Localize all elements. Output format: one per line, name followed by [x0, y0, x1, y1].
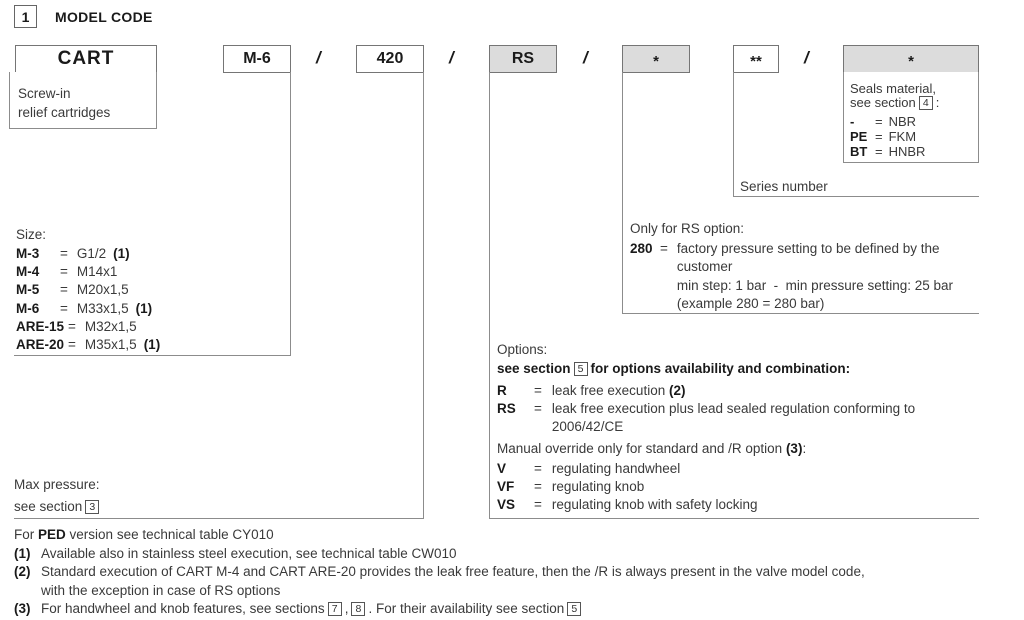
- seals-title-line1: Seals material,: [850, 81, 936, 96]
- equals-sign: =: [875, 114, 883, 129]
- option-rs-text-line2: 2006/42/CE: [551, 419, 624, 434]
- equals-sign: =: [60, 282, 68, 298]
- equals-sign: =: [68, 318, 76, 334]
- seals-row: [850, 114, 976, 129]
- size-note: (1): [143, 337, 161, 353]
- footnote-marker: (2): [14, 564, 31, 579]
- size-row: [16, 318, 160, 336]
- size-value: M32x1,5: [84, 318, 137, 334]
- seals-row: [850, 144, 976, 159]
- footnote-ped: [14, 526, 1010, 545]
- manual-override-title: [497, 439, 979, 458]
- size-code: M-6: [16, 300, 40, 316]
- size-value: G1/2: [76, 246, 107, 261]
- size-label: Size:: [16, 227, 47, 242]
- manual-code: V: [497, 461, 507, 476]
- code-setting-box: *: [622, 45, 690, 73]
- size-value: M35x1,5: [84, 337, 137, 353]
- rs-setting-desc-line1: factory pressure setting to be defined by the: [676, 240, 940, 256]
- options-see-section: see section: [497, 361, 571, 376]
- equals-sign: =: [875, 129, 883, 144]
- size-note: (1): [113, 246, 130, 261]
- manual-title-text: Manual override only for standard and /R option: [497, 441, 783, 456]
- equals-sign: =: [534, 461, 542, 476]
- equals-sign: =: [534, 383, 542, 398]
- family-description-box: [9, 72, 157, 129]
- footnote-3: [14, 600, 1010, 619]
- section-ref-5: 5: [574, 362, 588, 376]
- option-r-note: (2): [668, 383, 686, 398]
- footnote-3-mid: . For their availability see section: [368, 601, 565, 616]
- pressure-underline: [14, 518, 424, 519]
- options-rows: [497, 382, 979, 436]
- seal-value: FKM: [888, 129, 917, 144]
- section-ref-3: 3: [85, 500, 99, 514]
- option-text: [552, 382, 686, 400]
- rs-setting-desc-line3: min step: 1 bar - min pressure setting: 25 bar: [676, 277, 954, 293]
- rs-setting-desc-line4: (example 280 = 280 bar): [676, 296, 825, 311]
- option-connector-line: [489, 72, 490, 518]
- size-underline: [14, 355, 291, 356]
- section-number-box: [14, 5, 37, 28]
- footnote-ped-bold: PED: [38, 527, 66, 542]
- equals-sign: =: [534, 401, 542, 416]
- size-row: [16, 263, 160, 281]
- rs-setting-desc-line2: customer: [676, 259, 733, 274]
- manual-value: regulating knob with safety locking: [551, 497, 758, 512]
- option-r-text: leak free execution: [551, 383, 666, 398]
- manual-row: [497, 460, 979, 478]
- footnote-3-comma: ,: [344, 601, 349, 616]
- rs-setting-code: 280: [630, 240, 653, 256]
- series-underline: [733, 196, 979, 197]
- size-code: ARE-15: [16, 318, 65, 334]
- code-seals-box: *: [843, 45, 979, 73]
- slash-separator: /: [583, 48, 588, 67]
- equals-sign: =: [60, 264, 68, 280]
- rs-setting-description: [677, 240, 953, 314]
- seals-rows: [850, 114, 976, 159]
- manual-title-note: (3): [785, 441, 803, 456]
- options-subtitle-text: for options availability and combination:: [590, 361, 851, 376]
- manual-value: regulating handwheel: [551, 461, 681, 476]
- size-block: [16, 225, 160, 354]
- family-desc-line2: relief cartridges: [18, 105, 111, 120]
- series-number-label: Series number: [740, 179, 828, 194]
- seals-see-section: see section: [850, 95, 916, 110]
- max-pressure-block: [14, 474, 102, 517]
- rs-setting-title: Only for RS option:: [630, 221, 745, 236]
- max-pressure-line1: Max pressure:: [14, 477, 100, 492]
- seal-value: NBR: [888, 114, 917, 129]
- footnote-2: [14, 563, 1010, 600]
- manual-value: regulating knob: [551, 479, 645, 494]
- manual-row: [497, 496, 979, 514]
- footnote-1: [14, 545, 1010, 564]
- pressure-connector-line: [423, 72, 424, 518]
- footnote-text: [41, 563, 865, 600]
- slash-separator: /: [316, 48, 321, 67]
- footnote-3-prefix: For handwheel and knob features, see sections: [41, 601, 325, 616]
- options-title: Options:: [497, 342, 548, 357]
- size-value: M20x1,5: [76, 282, 129, 298]
- option-row-r: [497, 382, 979, 400]
- equals-sign: =: [660, 240, 668, 256]
- size-note: (1): [135, 300, 153, 316]
- footnote-2-line2: with the exception in case of RS options: [41, 582, 281, 598]
- section-ref-4: 4: [919, 96, 933, 110]
- manual-row: [497, 478, 979, 496]
- size-row: [16, 281, 160, 299]
- size-code: M-4: [16, 264, 40, 280]
- max-pressure-see-section: see section: [14, 498, 83, 514]
- footnote-marker: (3): [14, 601, 31, 616]
- code-option-box: RS: [489, 45, 557, 73]
- equals-sign: =: [534, 497, 542, 512]
- seals-title-line2: [850, 96, 976, 110]
- size-code: ARE-20: [16, 337, 65, 353]
- option-row-rs: [497, 400, 979, 436]
- section-ref-7: 7: [328, 602, 342, 616]
- manual-override-rows: [497, 460, 979, 514]
- option-code: RS: [497, 401, 516, 416]
- manual-title-colon: :: [802, 441, 807, 456]
- seals-title-colon: :: [935, 95, 940, 110]
- footnote-marker: (1): [14, 545, 31, 561]
- footnote-ped-suffix: version see technical table CY010: [69, 527, 274, 542]
- options-subtitle: [497, 359, 979, 378]
- equals-sign: =: [60, 246, 68, 261]
- manual-code: VS: [497, 497, 516, 512]
- code-series-box: **: [733, 45, 779, 73]
- section-number: 1: [21, 8, 30, 25]
- equals-sign: =: [60, 300, 68, 316]
- size-code: M-5: [16, 282, 40, 298]
- equals-sign: =: [875, 144, 883, 159]
- footnote-2-line1: Standard execution of CART M-4 and CART ARE-20 provides the leak free feature, then the /R is always present in the valve model code,: [41, 564, 865, 579]
- page-title: MODEL CODE: [55, 9, 153, 25]
- option-rs-text-line1: leak free execution plus lead sealed regulation conforming to: [551, 401, 916, 416]
- code-pressure-box: 420: [356, 45, 424, 73]
- slash-separator: /: [804, 48, 809, 67]
- option-rs-text: [552, 400, 915, 436]
- size-code: M-3: [16, 246, 40, 261]
- footnote-text: [41, 600, 584, 619]
- size-row: [16, 300, 160, 318]
- size-row: [16, 336, 160, 354]
- option-underline: [489, 518, 979, 519]
- max-pressure-line2: [14, 496, 102, 518]
- code-family-box: CART: [15, 45, 157, 73]
- section-ref-5: 5: [567, 602, 581, 616]
- option-code: R: [497, 383, 507, 398]
- options-block: [497, 340, 979, 514]
- seals-description: [850, 82, 976, 159]
- size-value: M33x1,5: [76, 300, 129, 316]
- setting-connector-line: [622, 72, 623, 313]
- slash-separator: /: [449, 48, 454, 67]
- series-connector-line: [733, 72, 734, 196]
- seal-code: BT: [850, 144, 868, 159]
- size-value: M14x1: [76, 264, 118, 280]
- seal-value: HNBR: [888, 144, 926, 159]
- family-desc-line1: Screw-in: [18, 86, 71, 101]
- footnote-ped-prefix: For: [14, 527, 35, 542]
- footnote-text: Available also in stainless steel execution, see technical table CW010: [41, 545, 457, 561]
- section-ref-8: 8: [351, 602, 365, 616]
- seals-row: [850, 129, 976, 144]
- code-size-box: M-6: [223, 45, 291, 73]
- seal-code: PE: [850, 129, 868, 144]
- equals-sign: =: [534, 479, 542, 494]
- equals-sign: =: [68, 337, 76, 353]
- footnotes: [14, 526, 1010, 619]
- seal-code: -: [850, 114, 855, 129]
- rs-setting-row: [630, 240, 978, 314]
- manual-code: VF: [497, 479, 515, 494]
- size-connector-line: [290, 72, 291, 355]
- rs-setting-block: [630, 220, 978, 314]
- size-row: [16, 245, 160, 263]
